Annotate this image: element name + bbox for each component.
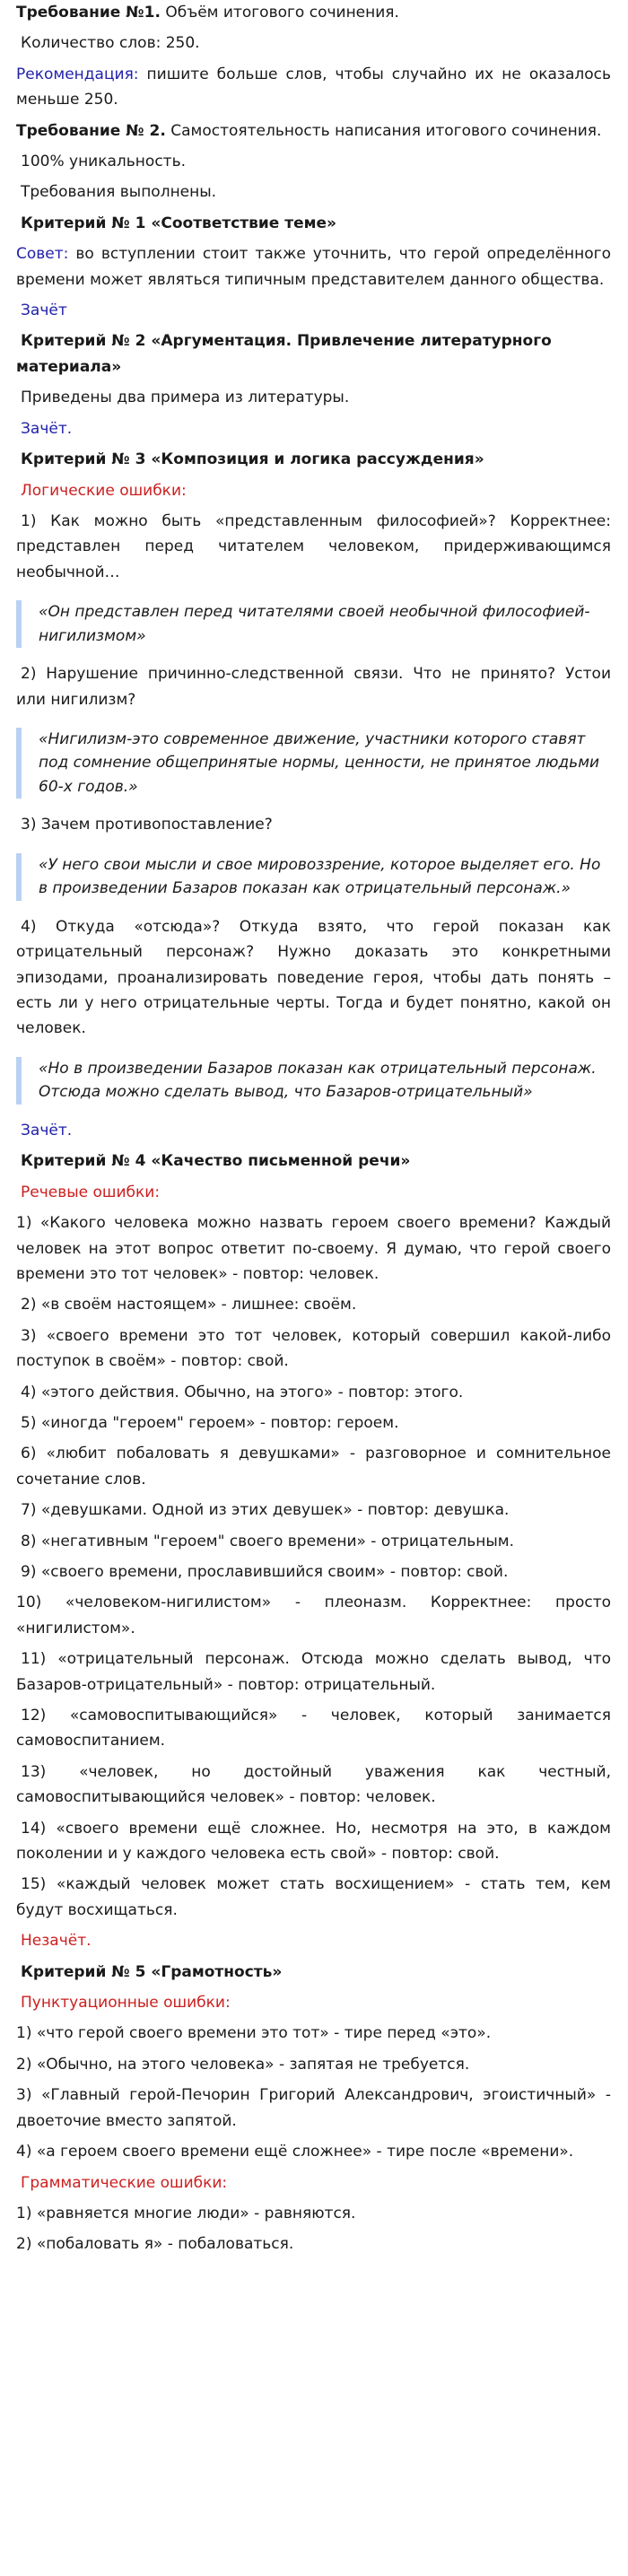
crit2-heading: [16, 328, 611, 380]
recommendation-label: Рекомендация:: [16, 65, 139, 83]
speech-errors-label: Речевые ошибки:: [21, 1183, 161, 1201]
crit4-item: 10) «человеком-нигилистом» - плеоназм. Корректнее: просто «нигилистом».: [16, 1594, 611, 1637]
quote-3: «У него свои мысли и свое мировоззрение, которое выделяет его. Но в произведении Базаров показан как отрицательный персонаж.»: [16, 853, 611, 901]
crit3-item-4: 4) Откуда «отсюда»? Откуда взято, что герой показан как отрицательный персонаж? Нужно доказать это конкретными эпизодами, проанализировать поведение героя, чтобы дать понять – есть ли у него отрицательные черты. Тогда и будет понятно, какой он человек.: [16, 917, 611, 1038]
crit4-item: 3) «своего времени это тот человек, который совершил какой-либо поступок в своём» - повтор: свой.: [16, 1326, 611, 1371]
crit4-item: 6) «любит побаловать я девушками» - разговорное и сомнительное сочетание слов.: [16, 1445, 611, 1489]
crit4-item: 12) «самовоспитывающийся» - человек, который занимается самовоспитанием.: [16, 1707, 611, 1751]
req2-line: [16, 118, 611, 144]
grammar-item: 2) «побаловать я» - побаловаться.: [16, 2235, 294, 2254]
punct-item: 2) «Обычно, на этого человека» - запятая не требуется.: [16, 2055, 470, 2074]
punct-item: 3) «Главный герой-Печорин Григорий Александрович, эгоистичный» - двоеточие вместо запятой.: [16, 2086, 611, 2130]
crit4-item: 7) «девушками. Одной из этих девушек» - повтор: девушка.: [21, 1501, 510, 1520]
req2-done: Требования выполнены.: [21, 183, 217, 202]
grammar-errors-label: Грамматические ошибки:: [21, 2173, 228, 2192]
crit3-item-2: 2) Нарушение причинно-следственной связи. Что не принято? Устои или нигилизм?: [16, 665, 611, 709]
advice-text: во вступлении стоит также уточнить, что герой определённого времени может являться типичным представителем данного общества.: [16, 245, 611, 289]
advice-label: Совет:: [16, 245, 69, 264]
req1-title: Требование №1.: [16, 4, 161, 22]
logic-errors-label: Логические ошибки:: [21, 481, 187, 500]
crit2-result: Зачёт.: [21, 419, 73, 438]
req1-line: [16, 0, 611, 25]
crit3-result: Зачёт.: [21, 1121, 73, 1140]
req2-unique: 100% уникальность.: [21, 153, 186, 171]
crit4-item: 13) «человек, но достойный уважения как честный, самовоспитывающийся человек» - повтор: человек.: [16, 1762, 611, 1807]
crit3-item-1: 1) Как можно быть «представленным философией»? Корректнее: представлен перед читателем человеком, придерживающимся необычной…: [16, 511, 611, 581]
quote-1: «Он представлен перед читателями своей необычной философией-нигилизмом»: [16, 600, 611, 648]
req1-text: Объём итогового сочинения.: [160, 4, 399, 22]
recommendation-text: пишите больше слов, чтобы случайно их не оказалось меньше 250.: [16, 65, 611, 109]
crit1-title: Критерий № 1 «Соответствие теме»: [21, 214, 337, 232]
req1-count: Количество слов: 250.: [21, 34, 200, 53]
crit4-result: Незачёт.: [21, 1932, 92, 1951]
crit4-item: 15) «каждый человек может стать восхищением» - стать тем, кем будут восхищаться.: [16, 1875, 611, 1919]
punct-item: 4) «а героем своего времени ещё сложнее» - тире после «времени».: [16, 2143, 574, 2161]
crit1-advice: [16, 241, 611, 293]
crit4-heading: [16, 1148, 611, 1174]
crit2-title: Критерий № 2 «Аргументация. Привлечение литературного материала»: [16, 332, 552, 376]
crit4-item: 2) «в своём настоящем» - лишнее: своём.: [21, 1296, 357, 1314]
crit1-heading: [16, 211, 611, 236]
crit4-item: 9) «своего времени, прославившийся своим» - повтор: свой.: [21, 1562, 509, 1581]
req2-title: Требование № 2.: [16, 121, 166, 140]
crit3-heading: [16, 447, 611, 472]
quote-2: «Нигилизм-это современное движение, участники которого ставят под сомнение общепринятые нормы, ценности, не принятое людьми 60-х годов.»: [16, 728, 611, 799]
crit5-title: Критерий № 5 «Грамотность»: [21, 1962, 283, 1981]
punct-item: 1) «что герой своего времени это тот» - тире перед «это».: [16, 2024, 492, 2043]
crit4-item: 1) «Какого человека можно назвать героем своего времени? Каждый человек на этот вопрос ответит по-своему. Я думаю, что герой своего времени это тот человек» - повтор: человек.: [16, 1214, 611, 1283]
crit3-title: Критерий № 3 «Композиция и логика рассуждения»: [21, 450, 484, 469]
crit5-heading: [16, 1960, 611, 1985]
crit1-result: Зачёт: [21, 301, 67, 320]
req1-recommendation: [16, 62, 611, 113]
punct-errors-label: Пунктуационные ошибки:: [21, 1994, 231, 2013]
crit3-item-3: 3) Зачем противопоставление?: [21, 816, 273, 834]
crit4-item: 4) «этого действия. Обычно, на этого» - повтор: этого.: [21, 1383, 464, 1402]
quote-4: «Но в произведении Базаров показан как отрицательный персонаж. Отсюда можно сделать вывод, что Базаров-отрицательный»: [16, 1057, 611, 1105]
grammar-item: 1) «равняется многие люди» - равняются.: [16, 2204, 356, 2222]
crit4-title: Критерий № 4 «Качество письменной речи»: [21, 1152, 411, 1171]
crit2-text: Приведены два примера из литературы.: [21, 389, 350, 407]
crit4-item: 14) «своего времени ещё сложнее. Но, несмотря на это, в каждом поколении и у каждого человека есть свой» - повтор: свой.: [16, 1819, 611, 1864]
req2-text: Самостоятельность написания итогового сочинения.: [165, 121, 602, 140]
crit4-item: 8) «негативным "героем" своего времени» - отрицательным.: [21, 1532, 514, 1550]
crit4-item: 5) «иногда "героем" героем» - повтор: героем.: [21, 1413, 399, 1432]
crit4-item: 11) «отрицательный персонаж. Отсюда можно сделать вывод, что Базаров-отрицательный» - повтор: отрицательный.: [16, 1650, 611, 1694]
